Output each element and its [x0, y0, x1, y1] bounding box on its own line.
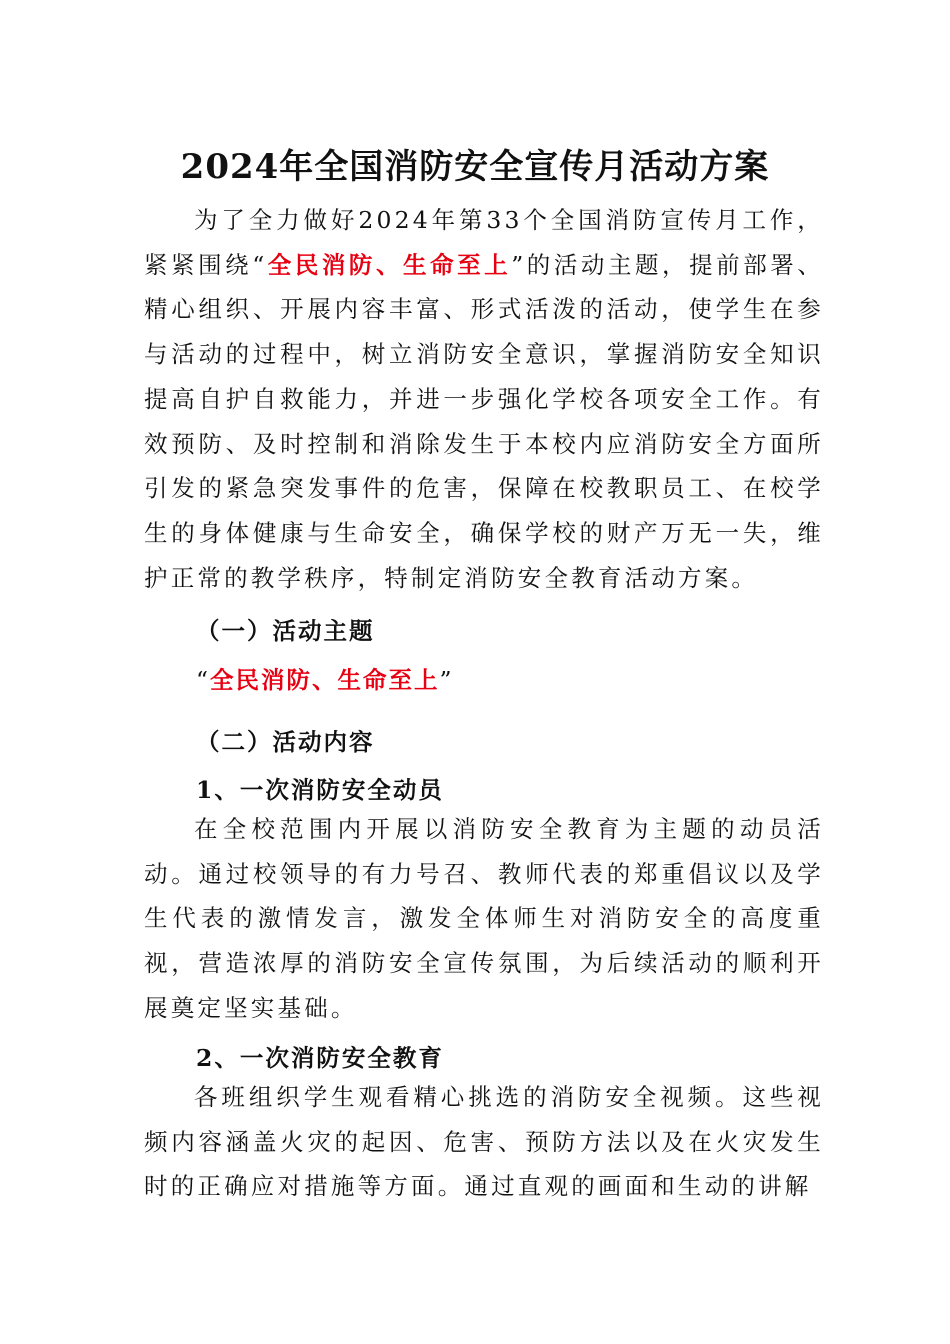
slogan-text: 全民消防、生命至上: [210, 666, 440, 694]
section-heading-theme: （一）活动主题: [196, 617, 375, 645]
slogan-quote-open: “: [196, 666, 211, 694]
intro-text-part2: ”的活动主题，提前部署、精心组织、开展内容丰富、形式活泼的活动，使学生在参与活动的过程中，树立消防安全意识，掌握消防安全知识提高自护自救能力，并进一步强化学校各项安全工作。有效预防、及时控制和消除发生于本校内应消防安全方面所引发的紧急突发事件的危害，保障在校教职员工、在校学生的身体健康与生命安全，确保学校的财产万无一失，维护正常的教学秩序，特制定消防安全教育活动方案。: [144, 250, 824, 592]
document-title: 2024年全国消防安全宣传月活动方案: [180, 147, 770, 187]
item1-paragraph: 在全校范围内开展以消防安全教育为主题的动员活动。通过校领导的有力号召、教师代表的郑重倡议以及学生代表的激情发言，激发全体师生对消防安全的高度重视，营造浓厚的消防安全宣传氛围，为后续活动的顺利开展奠定坚实基础。: [144, 815, 824, 1022]
intro-theme-highlight: 全民消防、生命至上: [267, 250, 512, 279]
section-heading-content: （二）活动内容: [196, 728, 375, 756]
item2-paragraph: 各班组织学生观看精心挑选的消防安全视频。这些视频内容涵盖火灾的起因、危害、预防方法以及在火灾发生时的正确应对措施等方面。通过直观的画面和生动的讲解: [144, 1083, 824, 1201]
item2-heading: 2、一次消防安全教育: [196, 1044, 444, 1072]
item1-heading: 1、一次消防安全动员: [196, 776, 444, 804]
intro-text-part1: 为了全力做好2024年第33个全国消防宣传月工作，紧紧围绕“: [144, 206, 824, 279]
theme-slogan: [196, 660, 454, 700]
slogan-quote-close: ”: [439, 666, 454, 694]
intro-paragraph: [144, 198, 824, 600]
